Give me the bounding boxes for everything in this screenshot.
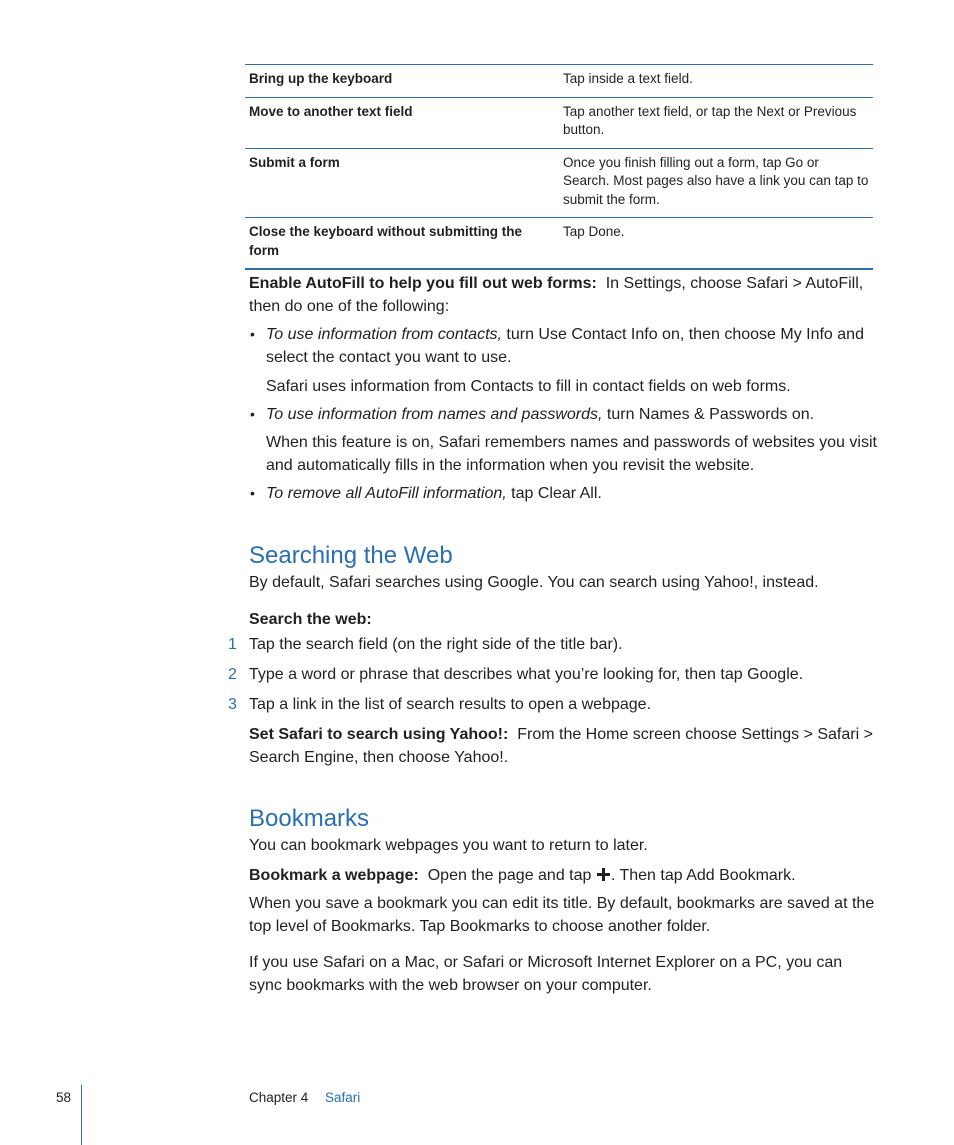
table-row [245, 65, 873, 98]
step-number: 1 [228, 636, 237, 653]
autofill-lead: Enable AutoFill to help you fill out web forms: [249, 275, 597, 292]
table-cell-how: Tap inside a text field. [563, 71, 693, 86]
chapter-title: Safari [325, 1090, 361, 1105]
bullet-item [266, 482, 878, 505]
table-row [245, 218, 873, 270]
page-number: 58 [56, 1090, 72, 1105]
table-row [245, 97, 873, 148]
table-cell-how: Tap another text field, or tap the Next or Previous button. [563, 103, 857, 137]
bullet-text: turn Use Contact Info on, then choose My Info and select the contact you want to use. [266, 326, 864, 366]
yahoo-text: From the Home screen choose Settings > Safari > Search Engine, then choose Yahoo!. [249, 726, 873, 766]
steps-title: Search the web: [249, 611, 372, 628]
section-heading-bookmarks: Bookmarks [249, 805, 370, 832]
bullet-note: When this feature is on, Safari remembers names and passwords of websites you visit and automatically fills in the information when you revisit the website. [266, 434, 877, 474]
bullet-note: Safari uses information from Contacts to fill in contact fields on web forms. [266, 378, 791, 395]
table-cell-action: Submit a form [249, 154, 340, 170]
bookmarks-intro: You can bookmark webpages you want to return to later. [249, 837, 648, 854]
gesture-table [245, 64, 873, 270]
table-cell-how: Once you finish filling out a form, tap Go or Search. Most pages also have a link you can tap to submit the form. [563, 154, 869, 207]
table-cell-action: Move to another text field [249, 103, 413, 119]
bullet-italic: To use information from names and passwords, [266, 406, 603, 423]
bullet-glyph: • [250, 326, 255, 342]
bookmarks-para-1: When you save a bookmark you can edit its title. By default, bookmarks are saved at the top level of Bookmarks. Tap Bookmarks to choose another folder. [249, 895, 875, 935]
yahoo-lead: Set Safari to search using Yahoo!: [249, 726, 509, 743]
table-cell-action: Bring up the keyboard [249, 71, 393, 86]
autofill-paragraph [249, 272, 879, 318]
autofill-text: In Settings, choose Safari > AutoFill, then do one of the following: [249, 275, 864, 315]
yahoo-paragraph [249, 723, 879, 769]
bullet-text: turn Names & Passwords on. [602, 406, 815, 423]
bullet-italic: To use information from contacts, [266, 326, 502, 343]
step-number: 3 [228, 696, 237, 713]
bullet-italic: To remove all AutoFill information, [266, 485, 507, 502]
bookmarks-para-2: If you use Safari on a Mac, or Safari or Microsoft Internet Explorer on a PC, you can sync bookmarks with the web browser on your computer. [249, 954, 843, 994]
table-cell-action: Close the keyboard without submitting the form [249, 224, 523, 258]
bullet-item [266, 323, 878, 369]
step-text: Tap a link in the list of search results to open a webpage. [249, 696, 652, 713]
bullet-text: tap Clear All. [506, 485, 602, 502]
bullet-glyph: • [250, 406, 255, 422]
bookmark-lead: Bookmark a webpage: [249, 867, 419, 884]
chapter-label: Chapter 4 [249, 1090, 309, 1105]
step-number: 2 [228, 666, 237, 683]
bookmark-text-after: . Then tap Add Bookmark. [610, 867, 796, 884]
step-text: Tap the search field (on the right side of the title bar). [249, 636, 623, 653]
section-heading-searching: Searching the Web [249, 542, 453, 569]
searching-intro: By default, Safari searches using Google. You can search using Yahoo!, instead. [249, 574, 819, 591]
footer-divider [81, 1085, 82, 1145]
bullet-item [266, 403, 878, 426]
bullet-glyph: • [250, 485, 255, 501]
bookmark-text-before: Open the page and tap [427, 867, 592, 884]
step-text: Type a word or phrase that describes what you’re looking for, then tap Google. [249, 666, 804, 683]
plus-icon [597, 868, 610, 881]
bookmark-paragraph [249, 864, 879, 887]
table-row [245, 148, 873, 218]
table-cell-how: Tap Done. [563, 224, 625, 239]
